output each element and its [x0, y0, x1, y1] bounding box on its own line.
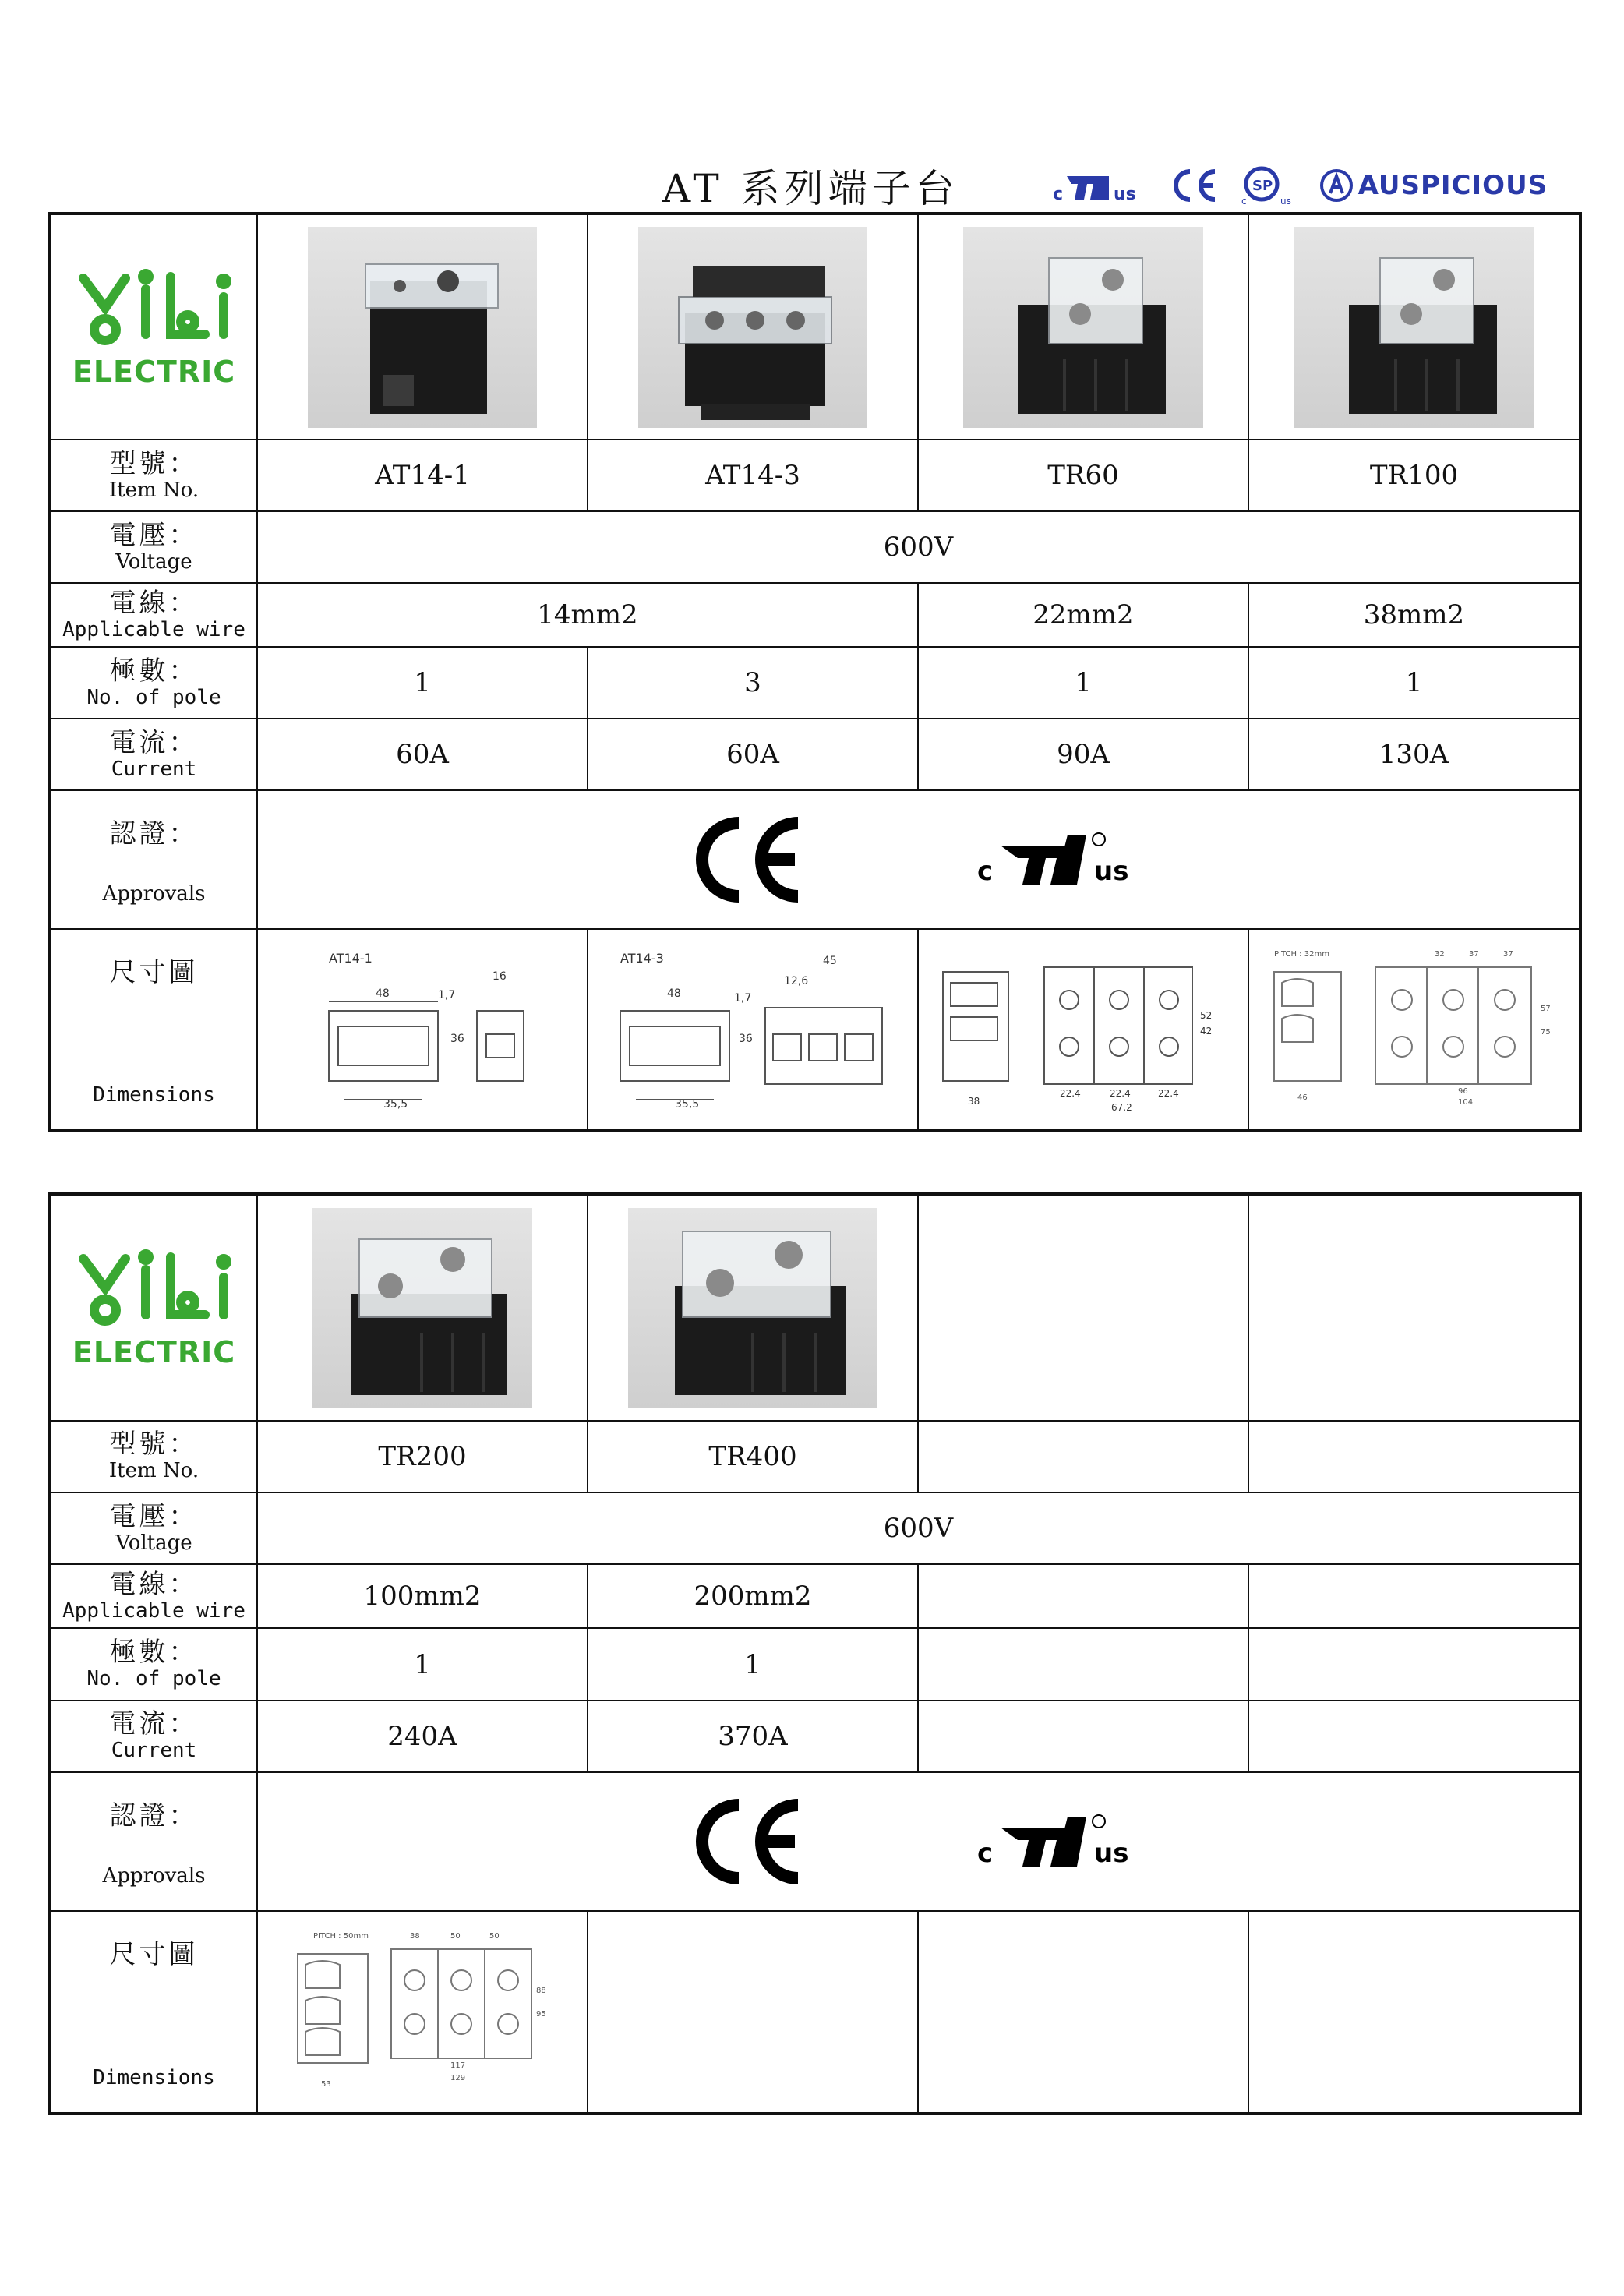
dimensions-row	[51, 1911, 1579, 2112]
photo-cell-at14-1	[257, 215, 588, 440]
logo-text: ELECTRIC	[72, 1334, 236, 1369]
svg-text:35,5: 35,5	[675, 1097, 700, 1111]
pole-at14-3: 3	[588, 647, 918, 719]
certification-marks	[1053, 165, 1548, 206]
photo-cell-empty-1	[918, 1196, 1248, 1421]
svg-text:us: us	[1113, 185, 1136, 204]
svg-text:35,5: 35,5	[383, 1097, 408, 1111]
svg-text:PITCH : 32mm: PITCH : 32mm	[1273, 949, 1329, 959]
dimension-drawing-tr60	[927, 933, 1239, 1120]
voltage-value: 600V	[257, 1492, 1579, 1564]
svg-text:36: 36	[739, 1032, 753, 1045]
dimensions-tr60	[918, 929, 1248, 1129]
svg-text:22.4: 22.4	[1158, 1087, 1179, 1099]
pole-at14-1: 1	[257, 647, 588, 719]
current-at14-1: 60A	[257, 719, 588, 790]
approvals-row	[51, 790, 1579, 929]
svg-text:c: c	[976, 856, 993, 887]
terminal-block-image	[628, 1208, 877, 1408]
product-photo-at14-1	[308, 227, 537, 428]
svg-text:32: 32	[1434, 949, 1445, 959]
photo-cell-at14-3	[588, 215, 918, 440]
svg-text:117: 117	[450, 2061, 466, 2071]
cul-us-mark-icon	[977, 1810, 1149, 1873]
item-label: 型號： Item No.	[51, 440, 257, 511]
wire-tr100: 38mm2	[1248, 583, 1579, 647]
item-row	[51, 440, 1579, 511]
current-tr100: 130A	[1248, 719, 1579, 790]
svg-text:38: 38	[968, 1095, 980, 1107]
photo-row	[51, 215, 1579, 440]
dimensions-tr200	[257, 1911, 588, 2112]
item-empty-2	[1248, 1421, 1579, 1492]
pole-empty-1	[918, 1628, 1248, 1700]
dimensions-label: 尺寸圖 Dimensions	[51, 1911, 257, 2112]
current-label: 電流： Current	[51, 1701, 257, 1772]
current-label: 電流： Current	[51, 719, 257, 790]
svg-text:22.4: 22.4	[1060, 1087, 1081, 1099]
svg-text:us: us	[1280, 196, 1291, 206]
yili-logo-icon	[71, 266, 238, 351]
wire-tr60: 22mm2	[918, 583, 1248, 647]
wire-tr200: 100mm2	[257, 1564, 588, 1628]
current-row	[51, 1701, 1579, 1772]
terminal-block-image	[312, 1208, 532, 1408]
spec-table-2	[48, 1192, 1582, 2115]
voltage-label: 電壓： Voltage	[51, 511, 257, 583]
photo-cell-empty-2	[1248, 1196, 1579, 1421]
approvals-label: 認證： Approvals	[51, 1772, 257, 1911]
dimension-drawing-tr100	[1259, 933, 1570, 1120]
csa-logo-icon	[1241, 165, 1296, 206]
item-tr60: TR60	[918, 440, 1248, 511]
svg-text:1,7: 1,7	[734, 991, 752, 1005]
approvals-row	[51, 1772, 1579, 1911]
approvals-value	[257, 790, 1579, 929]
photo-cell-tr100	[1248, 215, 1579, 440]
svg-text:46: 46	[1297, 1093, 1308, 1102]
ce-logo-icon	[1168, 167, 1218, 204]
item-tr200: TR200	[257, 1421, 588, 1492]
item-empty-1	[918, 1421, 1248, 1492]
svg-text:38: 38	[410, 1932, 420, 1941]
product-photo-tr60	[963, 227, 1203, 428]
page-header	[662, 154, 1548, 217]
logo-text: ELECTRIC	[72, 354, 236, 389]
svg-text:37: 37	[1468, 949, 1479, 959]
voltage-row	[51, 1492, 1579, 1564]
csa-mark	[1241, 165, 1296, 206]
dimensions-at14-3	[588, 929, 918, 1129]
ce-mark-icon	[689, 1799, 806, 1884]
svg-text:22.4: 22.4	[1110, 1087, 1131, 1099]
product-photo-tr200	[312, 1208, 532, 1408]
svg-text:12,6: 12,6	[784, 974, 809, 987]
pole-label: 極數： No. of pole	[51, 647, 257, 719]
svg-text:us: us	[1093, 1838, 1128, 1870]
svg-text:96: 96	[1457, 1086, 1468, 1096]
wire-row	[51, 1564, 1579, 1628]
ul-listed-mark	[1053, 167, 1145, 204]
dimension-drawing-at14-3	[597, 933, 909, 1120]
dimensions-at14-1	[257, 929, 588, 1129]
svg-text:75: 75	[1540, 1027, 1551, 1037]
svg-text:16: 16	[492, 970, 507, 983]
pole-empty-2	[1248, 1628, 1579, 1700]
pole-row	[51, 647, 1579, 719]
ul-logo-icon	[1053, 167, 1145, 204]
pole-tr60: 1	[918, 647, 1248, 719]
dimensions-label: 尺寸圖 Dimensions	[51, 929, 257, 1129]
svg-text:c: c	[1052, 185, 1063, 204]
svg-text:37: 37	[1502, 949, 1513, 959]
product-photo-tr400	[628, 1208, 877, 1408]
voltage-value: 600V	[257, 511, 1579, 583]
pole-tr100: 1	[1248, 647, 1579, 719]
item-row	[51, 1421, 1579, 1492]
approvals-value	[257, 1772, 1579, 1911]
wire-empty-1	[918, 1564, 1248, 1628]
photo-cell-tr400	[588, 1196, 918, 1421]
svg-text:52: 52	[1200, 1009, 1213, 1021]
current-at14-3: 60A	[588, 719, 918, 790]
svg-text:50: 50	[450, 1932, 461, 1941]
svg-text:48: 48	[376, 987, 390, 1000]
svg-text:88: 88	[536, 1987, 546, 1996]
item-at14-3: AT14-3	[588, 440, 918, 511]
svg-text:PITCH : 50mm: PITCH : 50mm	[313, 1932, 369, 1941]
item-label: 型號： Item No.	[51, 1421, 257, 1492]
current-tr400: 370A	[588, 1701, 918, 1772]
approvals-label: 認證： Approvals	[51, 790, 257, 929]
dimension-drawing-tr200	[267, 1915, 578, 2102]
ce-mark-icon	[689, 817, 806, 903]
dimensions-empty-1	[588, 1911, 918, 2112]
svg-text:AT14-1: AT14-1	[329, 950, 372, 966]
terminal-block-image	[963, 227, 1203, 428]
pole-label: 極數： No. of pole	[51, 1628, 257, 1700]
svg-text:129: 129	[450, 2074, 466, 2083]
current-row	[51, 719, 1579, 790]
item-tr100: TR100	[1248, 440, 1579, 511]
svg-text:1,7: 1,7	[438, 988, 456, 1001]
item-tr400: TR400	[588, 1421, 918, 1492]
spec-table-1	[48, 212, 1582, 1132]
product-photo-at14-3	[638, 227, 867, 428]
current-tr200: 240A	[257, 1701, 588, 1772]
dimensions-tr100	[1248, 929, 1579, 1129]
svg-text:36: 36	[450, 1032, 464, 1045]
terminal-block-image	[308, 227, 537, 428]
wire-tr400: 200mm2	[588, 1564, 918, 1628]
yili-electric-logo	[51, 266, 256, 389]
photo-row	[51, 1196, 1579, 1421]
svg-text:95: 95	[536, 2010, 546, 2019]
svg-text:c: c	[976, 1838, 993, 1870]
svg-text:57: 57	[1540, 1004, 1551, 1013]
dimensions-empty-2	[918, 1911, 1248, 2112]
item-at14-1: AT14-1	[257, 440, 588, 511]
wire-label: 電線： Applicable wire	[51, 583, 257, 647]
voltage-row	[51, 511, 1579, 583]
svg-text:SP: SP	[1252, 178, 1273, 194]
pole-tr400: 1	[588, 1628, 918, 1700]
brand-name: AUSPICIOUS	[1357, 170, 1548, 201]
terminal-block-image	[638, 227, 867, 428]
cul-us-mark-icon	[977, 828, 1149, 891]
svg-text:us: us	[1093, 856, 1128, 887]
pole-tr200: 1	[257, 1628, 588, 1700]
page-title: AT 系列端子台	[662, 166, 959, 211]
product-photo-tr100	[1294, 227, 1534, 428]
terminal-block-image	[1294, 227, 1534, 428]
wire-at14: 14mm2	[257, 583, 918, 647]
wire-label: 電線： Applicable wire	[51, 1564, 257, 1628]
ce-mark	[1168, 167, 1218, 204]
svg-text:67.2: 67.2	[1111, 1101, 1132, 1113]
svg-text:42: 42	[1200, 1025, 1213, 1037]
photo-cell-tr200	[257, 1196, 588, 1421]
svg-text:50: 50	[489, 1932, 500, 1941]
voltage-label: 電壓： Voltage	[51, 1492, 257, 1564]
wire-row	[51, 583, 1579, 647]
auspicious-logo-icon	[1319, 168, 1354, 203]
current-empty-1	[918, 1701, 1248, 1772]
svg-text:53: 53	[321, 2080, 331, 2089]
svg-text:48: 48	[667, 987, 681, 1000]
current-tr60: 90A	[918, 719, 1248, 790]
dimensions-empty-3	[1248, 1911, 1579, 2112]
photo-cell-tr60	[918, 215, 1248, 440]
svg-text:c: c	[1241, 196, 1247, 206]
pole-row	[51, 1628, 1579, 1700]
logo-cell	[51, 215, 257, 440]
yili-electric-logo	[51, 1246, 256, 1369]
svg-text:45: 45	[823, 954, 837, 967]
svg-text:AT14-3: AT14-3	[620, 950, 664, 966]
dimension-drawing-at14-1	[267, 933, 578, 1120]
current-empty-2	[1248, 1701, 1579, 1772]
dimensions-row	[51, 929, 1579, 1129]
auspicious-brand	[1319, 168, 1548, 203]
wire-empty-2	[1248, 1564, 1579, 1628]
yili-logo-icon	[71, 1246, 238, 1332]
svg-text:104: 104	[1457, 1097, 1473, 1107]
logo-cell	[51, 1196, 257, 1421]
